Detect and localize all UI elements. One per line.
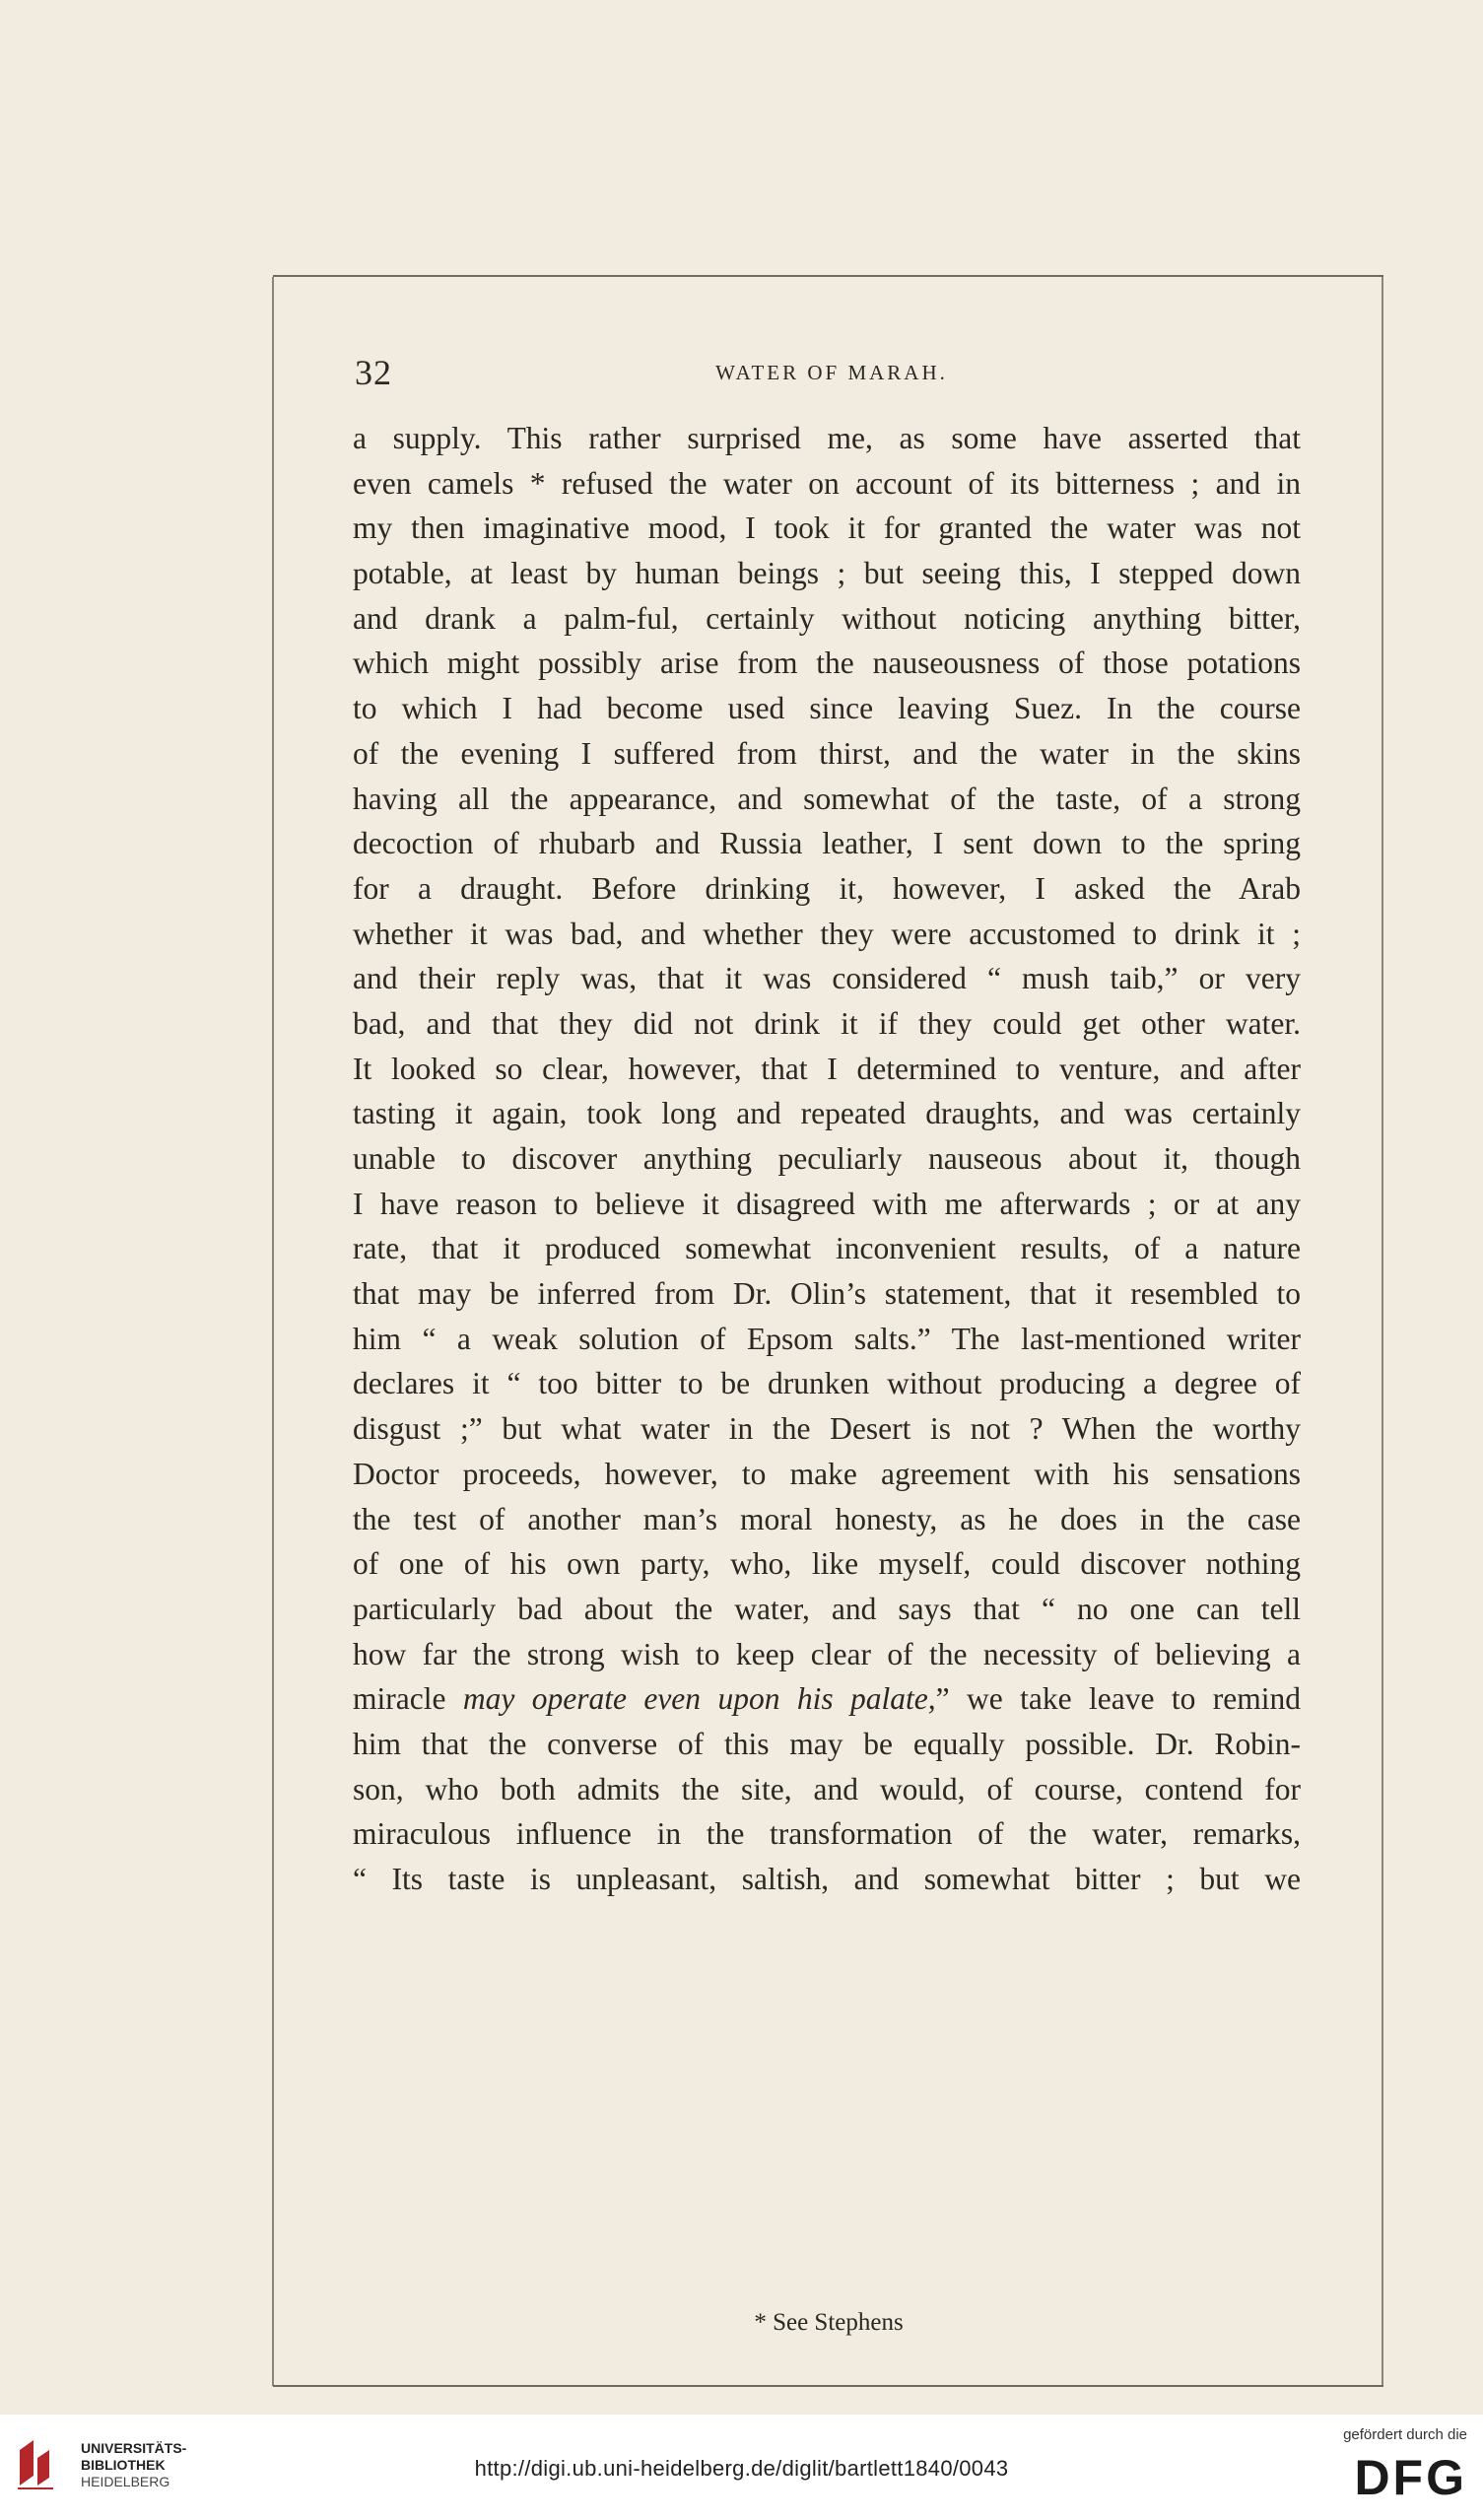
library-name-line-1: UNIVERSITÄTS- — [81, 2440, 187, 2456]
dfg-logo: DFG — [1354, 2450, 1467, 2505]
text-line: and their reply was, that it was considered “ mush taib,” or very — [353, 961, 1301, 996]
text-line: of the evening I suffered from thirst, and the water in the skins — [353, 735, 1301, 771]
library-name-line-2: BIBLIOTHEK — [81, 2457, 166, 2473]
scan-border-left — [272, 277, 274, 2386]
footnote: * See Stephens — [754, 2309, 904, 2336]
text-line: miraculous influence in the transformation of the water, remarks, — [353, 1816, 1301, 1852]
text-line — [353, 1676, 1301, 1722]
text-line: him “ a weak solution of Epsom salts.” The last-mentioned writer — [353, 1321, 1301, 1356]
running-head: WATER OF MARAH. — [715, 361, 948, 384]
italic-quotation: may operate even upon his palate, — [462, 1681, 936, 1717]
scan-border-bottom — [273, 2385, 1383, 2387]
text-run: miracle — [353, 1681, 463, 1717]
text-line: bad, and that they did not drink it if they could get other water. — [353, 1005, 1301, 1041]
text-line: It looked so clear, however, that I determined to venture, and after — [353, 1051, 1301, 1086]
text-line: even camels * refused the water on account of its bitterness ; and in — [353, 465, 1301, 501]
text-line: how far the strong wish to keep clear of the necessity of believing a — [353, 1636, 1301, 1671]
text-line: rate, that it produced somewhat inconvenient results, of a nature — [353, 1231, 1301, 1266]
text-line: him that the converse of this may be equally possible. Dr. Robin- — [353, 1726, 1301, 1761]
text-line: whether it was bad, and whether they were accustomed to drink it ; — [353, 916, 1301, 951]
text-line: to which I had become used since leaving Suez. In the course — [353, 691, 1301, 726]
text-line: tasting it again, took long and repeated draughts, and was certainly — [353, 1096, 1301, 1131]
source-url-link[interactable]: http://digi.ub.uni-heidelberg.de/diglit/bartlett1840/0043 — [474, 2456, 1009, 2481]
text-line: of one of his own party, who, like myself, could discover nothing — [353, 1546, 1301, 1582]
text-line: declares it “ too bitter to be drunken without producing a degree of — [353, 1366, 1301, 1401]
text-run: ” we take leave to remind — [935, 1681, 1301, 1717]
text-line: a supply. This rather surprised me, as some have asserted that — [353, 421, 1301, 455]
text-line: Doctor proceeds, however, to make agreement with his sensations — [353, 1456, 1301, 1491]
scan-border-top — [273, 275, 1383, 277]
page-header — [355, 351, 1309, 398]
footer-bar — [0, 2415, 1483, 2520]
text-line: that may be inferred from Dr. Olin’s statement, that it resembled to — [353, 1276, 1301, 1312]
text-line: which might possibly arise from the nauseousness of those potations — [353, 646, 1301, 681]
scan-border-right — [1382, 277, 1383, 2386]
text-line: potable, at least by human beings ; but seeing this, I stepped down — [353, 556, 1301, 591]
body-text — [353, 416, 1301, 1902]
text-line: having all the appearance, and somewhat of the taste, of a strong — [353, 781, 1301, 816]
text-line: my then imaginative mood, I took it for granted the water was not — [353, 511, 1301, 546]
page-number: 32 — [355, 353, 392, 392]
text-line: and drank a palm-ful, certainly without noticing anything bitter, — [353, 600, 1301, 636]
text-line: particularly bad about the water, and says that “ no one can tell — [353, 1591, 1301, 1626]
text-line: unable to discover anything peculiarly nauseous about it, though — [353, 1141, 1301, 1176]
text-line: for a draught. Before drinking it, however, I asked the Arab — [353, 870, 1301, 906]
text-line: disgust ;” but what water in the Desert is not ? When the worthy — [353, 1411, 1301, 1447]
text-line: decoction of rhubarb and Russia leather, I sent down to the spring — [353, 826, 1301, 861]
text-line: son, who both admits the site, and would, of course, contend for — [353, 1771, 1301, 1806]
text-line: the test of another man’s moral honesty, as he does in the case — [353, 1501, 1301, 1536]
text-line: I have reason to believe it disagreed with me afterwards ; or at any — [353, 1186, 1301, 1221]
text-line: “ Its taste is unpleasant, saltish, and somewhat bitter ; but we — [353, 1862, 1301, 1896]
library-name-line-3: HEIDELBERG — [81, 2474, 170, 2489]
funding-label: gefördert durch die — [1343, 2426, 1467, 2443]
